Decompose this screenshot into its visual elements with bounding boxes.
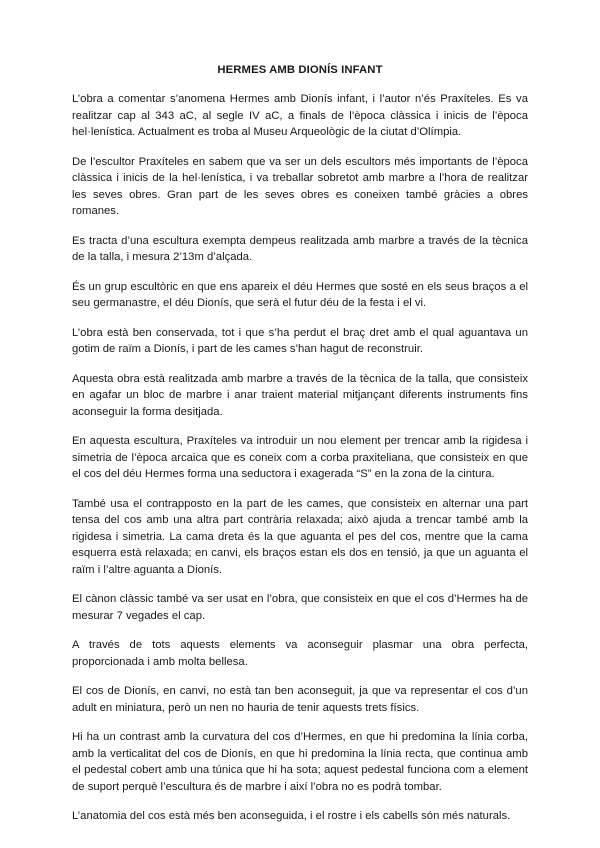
paragraph-anatomy: L’anatomia del cos està més ben aconseguida, i el rostre i els cabells són més naturals. bbox=[72, 810, 511, 822]
paragraph-canon: El cànon clàssic també va ser usat en l’obra, que consisteix en que el cos d’Hermes ha de mesurar 7 vegades el cap. bbox=[72, 593, 528, 622]
document-title: HERMES AMB DIONÍS INFANT bbox=[217, 64, 383, 76]
paragraph-group-description: És un grup escultòric en que ens apareix el déu Hermes que sosté en els seus braços a el seu germanastre, el déu Dionís, que serà el futur déu de la festa i el vi. bbox=[72, 280, 528, 309]
paragraph-contrapposto: També usa el contrapposto en la part de les cames, que consisteix en alternar una part tensa del cos amb una altra part contrària relaxada; això ajuda a trencar també amb la rigidesa i simetria. La cama dreta és la que aguanta el pes del cos, mentre que la cama esquerra està relaxada; en canvi, els braços estan els dos en tensió, ja que un aguanta el raïm i l’altre aguanta a Dionís. bbox=[72, 497, 528, 576]
paragraph-sculptor: De l’escultor Praxíteles en sabem que va ser un dels escultors més importants de l’època clàssica i inicis de la hel·lenística, i va treballar sobretot amb marbre a l’hora de realitzar les seves obres. Gran part de les seves obres es coneixen també gràcies a obres romanes. bbox=[72, 155, 528, 217]
paragraph-contrast: Hi ha un contrast amb la curvatura del cos d’Hermes, en que hi predomina la línia corba, amb la verticalitat del cos de Dionís, en que hi predomina la línia recta, que continua amb el pedestal cobert amb una túnica que hi ha sota; aquest pedestal funciona com a element de suport perquè l’escultura és de marbre i així l’obra no es podrà tombar. bbox=[72, 731, 528, 793]
paragraph-perfection: A través de tots aquests elements va aconseguir plasmar una obra perfecta, proporcionada i amb molta bellesa. bbox=[72, 639, 528, 668]
paragraph-carving: Aquesta obra està realitzada amb marbre a través de la tècnica de la talla, que consisteix en agafar un bloc de marbre i anar traient material mitjançant diferents instruments fins aconseguir la forma desitjada. bbox=[72, 372, 528, 418]
paragraph-praxitelian-curve: En aquesta escultura, Praxíteles va introduir un nou element per trencar amb la rigidesa i simetria de l’època arcaica que es coneix com a corba praxiteliana, que consisteix en que el cos del déu Hermes forma una seductora i exagerada “S” en la zona de la cintura. bbox=[72, 435, 528, 480]
paragraph-technique-summary: Es tracta d’una escultura exempta dempeus realitzada amb marbre a través de la tècnica de la talla, i mesura 2’13m d’alçada. bbox=[72, 234, 528, 263]
paragraph-dionysus-body: El cos de Dionís, en canvi, no està tan ben aconseguit, ja que va representar el cos d’un adult en miniatura, però un nen no hauria de tenir aquests trets físics. bbox=[72, 685, 528, 714]
paragraph-intro: L’obra a comentar s’anomena Hermes amb Dionís infant, i l’autor n’és Praxíteles. Es va realitzar cap al 343 aC, al segle IV aC, a finals de l’època clàssica i inicis de l’època hel·lenística. Actualment es troba al Museu Arqueològic de la ciutat d’Olímpia. bbox=[72, 93, 528, 138]
paragraph-conservation: L’obra està ben conservada, tot i que s’ha perdut el braç dret amb el qual aguantava un gotim de raïm a Dionís, i part de les cames s’han hagut de reconstruir. bbox=[72, 326, 528, 355]
